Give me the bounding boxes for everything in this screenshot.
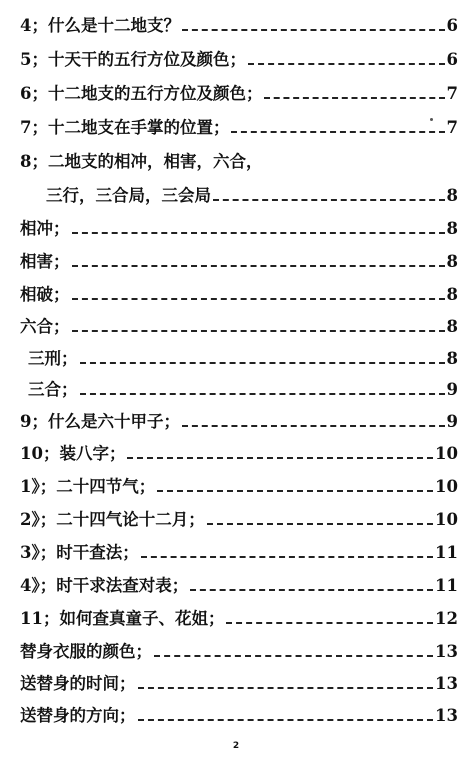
toc-entry: [20, 510, 458, 530]
toc-entry-page: 8: [446, 252, 458, 271]
toc-entry: [20, 252, 458, 272]
toc-entry-page: 13: [435, 674, 458, 693]
toc-leader: [72, 330, 445, 332]
toc-leader: [182, 29, 445, 31]
toc-entry-page: 8: [446, 317, 458, 336]
toc-entry: [20, 642, 458, 662]
scan-speck: [430, 118, 433, 121]
toc-entry-title: 6；十二地支的五行方位及颜色；: [20, 84, 263, 103]
toc-entry-page: 11: [435, 576, 458, 595]
toc-entry: [20, 444, 458, 464]
toc-leader: [138, 719, 434, 721]
toc-entry-title: 六合；: [20, 317, 70, 336]
toc-entry: [28, 349, 458, 369]
toc-entry-page: 7: [446, 118, 458, 137]
toc-entry-page: 8: [446, 285, 458, 304]
toc-entry-page: 6: [446, 50, 458, 69]
toc-entry: [20, 219, 458, 239]
toc-leader: [80, 393, 445, 395]
toc-entry-title: 送替身的方向；: [20, 706, 136, 725]
toc-entry: [20, 543, 458, 563]
toc-leader: [207, 523, 433, 525]
toc-leader: [154, 655, 433, 657]
toc-entry-page: 6: [446, 16, 458, 35]
toc-entry-title: 三刑；: [28, 349, 78, 368]
toc-entry-page: 10: [435, 444, 458, 463]
toc-entry: [20, 674, 458, 694]
toc-entry-title: 8；二地支的相冲，相害，六合，: [20, 152, 263, 171]
toc-leader: [264, 97, 444, 99]
toc-leader: [141, 556, 433, 558]
toc-entry: [46, 186, 458, 206]
toc-entry-page: 9: [446, 380, 458, 399]
toc-entry-page: 10: [435, 510, 458, 529]
toc-leader: [72, 298, 445, 300]
toc-entry: [20, 84, 458, 104]
toc-leader: [182, 425, 445, 427]
toc-entry-title: 4；什么是十二地支？: [20, 16, 180, 35]
toc-leader: [157, 490, 433, 492]
toc-leader: [72, 232, 445, 234]
toc-leader: [213, 199, 445, 201]
toc-entry-title: 9；什么是六十甲子；: [20, 412, 180, 431]
toc-entry: [20, 477, 458, 497]
toc-entry-title: 三合；: [28, 380, 78, 399]
toc-entry-title: 相害；: [20, 252, 70, 271]
toc-entry-page: 8: [446, 349, 458, 368]
toc-entry-page: 10: [435, 477, 458, 496]
toc-entry: [20, 609, 458, 629]
toc-entry-title: 7；十二地支在手掌的位置；: [20, 118, 230, 137]
toc-leader: [231, 131, 444, 133]
toc-entry-page: 13: [435, 706, 458, 725]
toc-entry-title: 替身衣服的颜色；: [20, 642, 152, 661]
toc-entry: [20, 16, 458, 36]
toc-entry: [20, 118, 458, 138]
toc-entry-title: 送替身的时间；: [20, 674, 136, 693]
toc-leader: [80, 362, 445, 364]
toc-leader: [138, 687, 434, 689]
toc-entry-title: 5；十天干的五行方位及颜色；: [20, 50, 246, 69]
toc-entry-page: 9: [446, 412, 458, 431]
toc-entry: [20, 152, 458, 172]
toc-entry-title: 三行，三合局，三会局: [46, 186, 211, 205]
toc-leader: [72, 265, 445, 267]
toc-entry-page: 13: [435, 642, 458, 661]
toc-entry-page: 8: [446, 186, 458, 205]
toc-leader: [248, 63, 445, 65]
toc-entry-title: 4》；时干求法查对表；: [20, 576, 189, 595]
toc-leader: [226, 622, 433, 624]
toc-entry-page: 8: [446, 219, 458, 238]
toc-entry: [20, 706, 458, 726]
toc-leader: [127, 457, 433, 459]
toc-entry-title: 2》；二十四气论十二月；: [20, 510, 205, 529]
page-number: 2: [232, 741, 240, 751]
toc-entry: [20, 317, 458, 337]
toc-entry: [20, 412, 458, 432]
toc-entry: [28, 380, 458, 400]
toc-entry-page: 11: [435, 543, 458, 562]
toc-entry-title: 3》；时干查法；: [20, 543, 139, 562]
toc-leader: [190, 589, 433, 591]
toc-entry: [20, 576, 458, 596]
toc-entry-title: 1》；二十四节气；: [20, 477, 156, 496]
toc-entry-page: 7: [446, 84, 458, 103]
toc-entry-title: 10；装八字；: [20, 444, 126, 463]
toc-entry-title: 相冲；: [20, 219, 70, 238]
toc-entry-title: 相破；: [20, 285, 70, 304]
toc-entry: [20, 50, 458, 70]
toc-entry-page: 12: [435, 609, 458, 628]
toc-entry: [20, 285, 458, 305]
toc-entry-title: 11；如何查真童子、花姐；: [20, 609, 225, 628]
